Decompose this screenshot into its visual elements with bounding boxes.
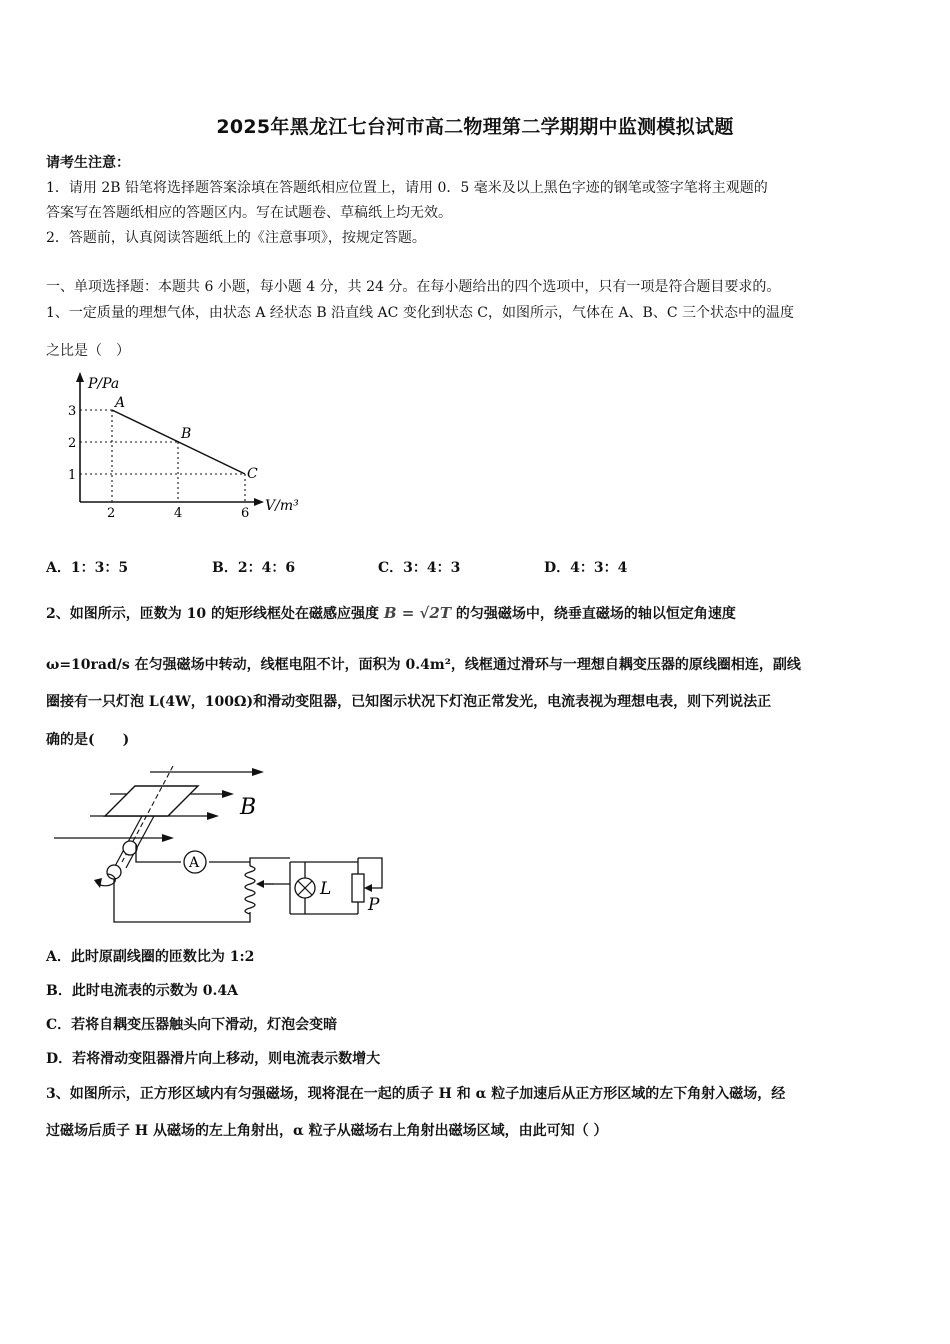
q1-text-line2: 之比是（ ） (46, 343, 130, 359)
q2-circuit-diagram (50, 762, 395, 927)
rheostat-label: P (368, 895, 380, 915)
y-tick-2: 2 (68, 436, 77, 451)
q2-text-line4: 确的是( ) (46, 732, 130, 748)
notice-item-1a: 1．请用 2B 铅笔将选择题答案涂填在答题纸相应位置上，请用 0．5 毫米及以上黑色字迹的钢笔或签字笔将主观题的 (46, 180, 768, 196)
q3-text-line2: 过磁场后质子 H 从磁场的左上角射出，α 粒子从磁场右上角射出磁场区域，由此可知（ ） (46, 1123, 608, 1139)
transformer-tap-icon (256, 880, 264, 888)
y-tick-3: 3 (68, 404, 77, 419)
lamp-label: L (320, 879, 332, 899)
q2-text-line1b: 的匀强磁场中，绕垂直磁场的轴以恒定角速度 (455, 606, 736, 622)
x-axis-arrow-icon (254, 498, 264, 506)
y-axis-arrow-icon (76, 372, 84, 382)
section-heading: 一、单项选择题：本题共 6 小题，每小题 4 分，共 24 分。在每小题给出的四个选项中，只有一项是符合题目要求的。 (46, 279, 781, 295)
page-title: 2025年黑龙江七台河市高二物理第二学期期中监测模拟试题 (216, 116, 734, 138)
y-tick-1: 1 (68, 468, 77, 483)
q2-option-d[interactable]: D．若将滑动变阻器滑片向上移动，则电流表示数增大 (46, 1051, 381, 1067)
point-c-label: C (247, 466, 258, 482)
slip-ring-upper (123, 841, 137, 855)
autotransformer-coil (245, 866, 255, 914)
q1-text-line1: 1、一定质量的理想气体，由状态 A 经状态 B 沿直线 AC 变化到状态 C，如图所示，气体在 A、B、C 三个状态中的温度 (46, 305, 794, 321)
notice-item-1b: 答案写在答题纸相应的答题区内。写在试题卷、草稿纸上均无效。 (46, 205, 452, 221)
point-a-label: A (115, 395, 126, 411)
q2-option-a[interactable]: A．此时原副线圈的匝数比为 1:2 (46, 949, 255, 965)
x-axis-label: V/m³ (265, 498, 299, 514)
x-tick-4: 4 (174, 506, 183, 521)
q1-option-a[interactable]: A．1：3：5 (46, 560, 129, 576)
q1-options (46, 557, 906, 577)
dashed-guides (80, 410, 245, 502)
y-axis-label: P/Pa (88, 376, 120, 392)
rheostat-icon (352, 874, 364, 902)
rectangular-coil (105, 786, 198, 816)
point-b-label: B (181, 426, 192, 442)
q1-option-d[interactable]: D．4：3：4 (544, 560, 628, 576)
q2-text-line1a: 2、如图所示，匝数为 10 的矩形线框处在磁感应强度 (46, 606, 379, 622)
notice-heading: 请考生注意： (46, 155, 130, 171)
q1-option-c[interactable]: C．3：4：3 (378, 560, 461, 576)
notice-item-2: 2．答题前，认真阅读答题纸上的《注意事项》，按规定答题。 (46, 230, 426, 246)
q2-text-line2: ω=10rad/s 在匀强磁场中转动，线框电阻不计，面积为 0.4m²，线框通过滑环与一理想自耦变压器的原线圈相连，副线 (46, 657, 801, 673)
field-label: B (240, 795, 257, 820)
q2-text-line1 (46, 603, 736, 623)
q3-text-line1: 3、如图所示，正方形区域内有匀强磁场，现将混在一起的质子 H 和 α 粒子加速后从正方形区域的左下角射入磁场，经 (46, 1086, 786, 1102)
x-tick-6: 6 (241, 506, 250, 521)
q2-text-line3: 圈接有一只灯泡 L(4W，100Ω)和滑动变阻器，已知图示状况下灯泡正常发光，电流表视为理想电表，则下列说法正 (46, 694, 772, 710)
x-tick-2: 2 (107, 506, 116, 521)
ammeter-label: A (189, 855, 200, 871)
q1-option-b[interactable]: B．2：4：6 (212, 560, 296, 576)
q2-option-b[interactable]: B．此时电流表的示数为 0.4A (46, 983, 238, 999)
q2-formula: B = √2T (383, 604, 452, 622)
q2-option-c[interactable]: C．若将自耦变压器触头向下滑动，灯泡会变暗 (46, 1017, 338, 1033)
q1-pv-graph (62, 370, 322, 525)
rheostat-slider-icon (364, 884, 372, 892)
